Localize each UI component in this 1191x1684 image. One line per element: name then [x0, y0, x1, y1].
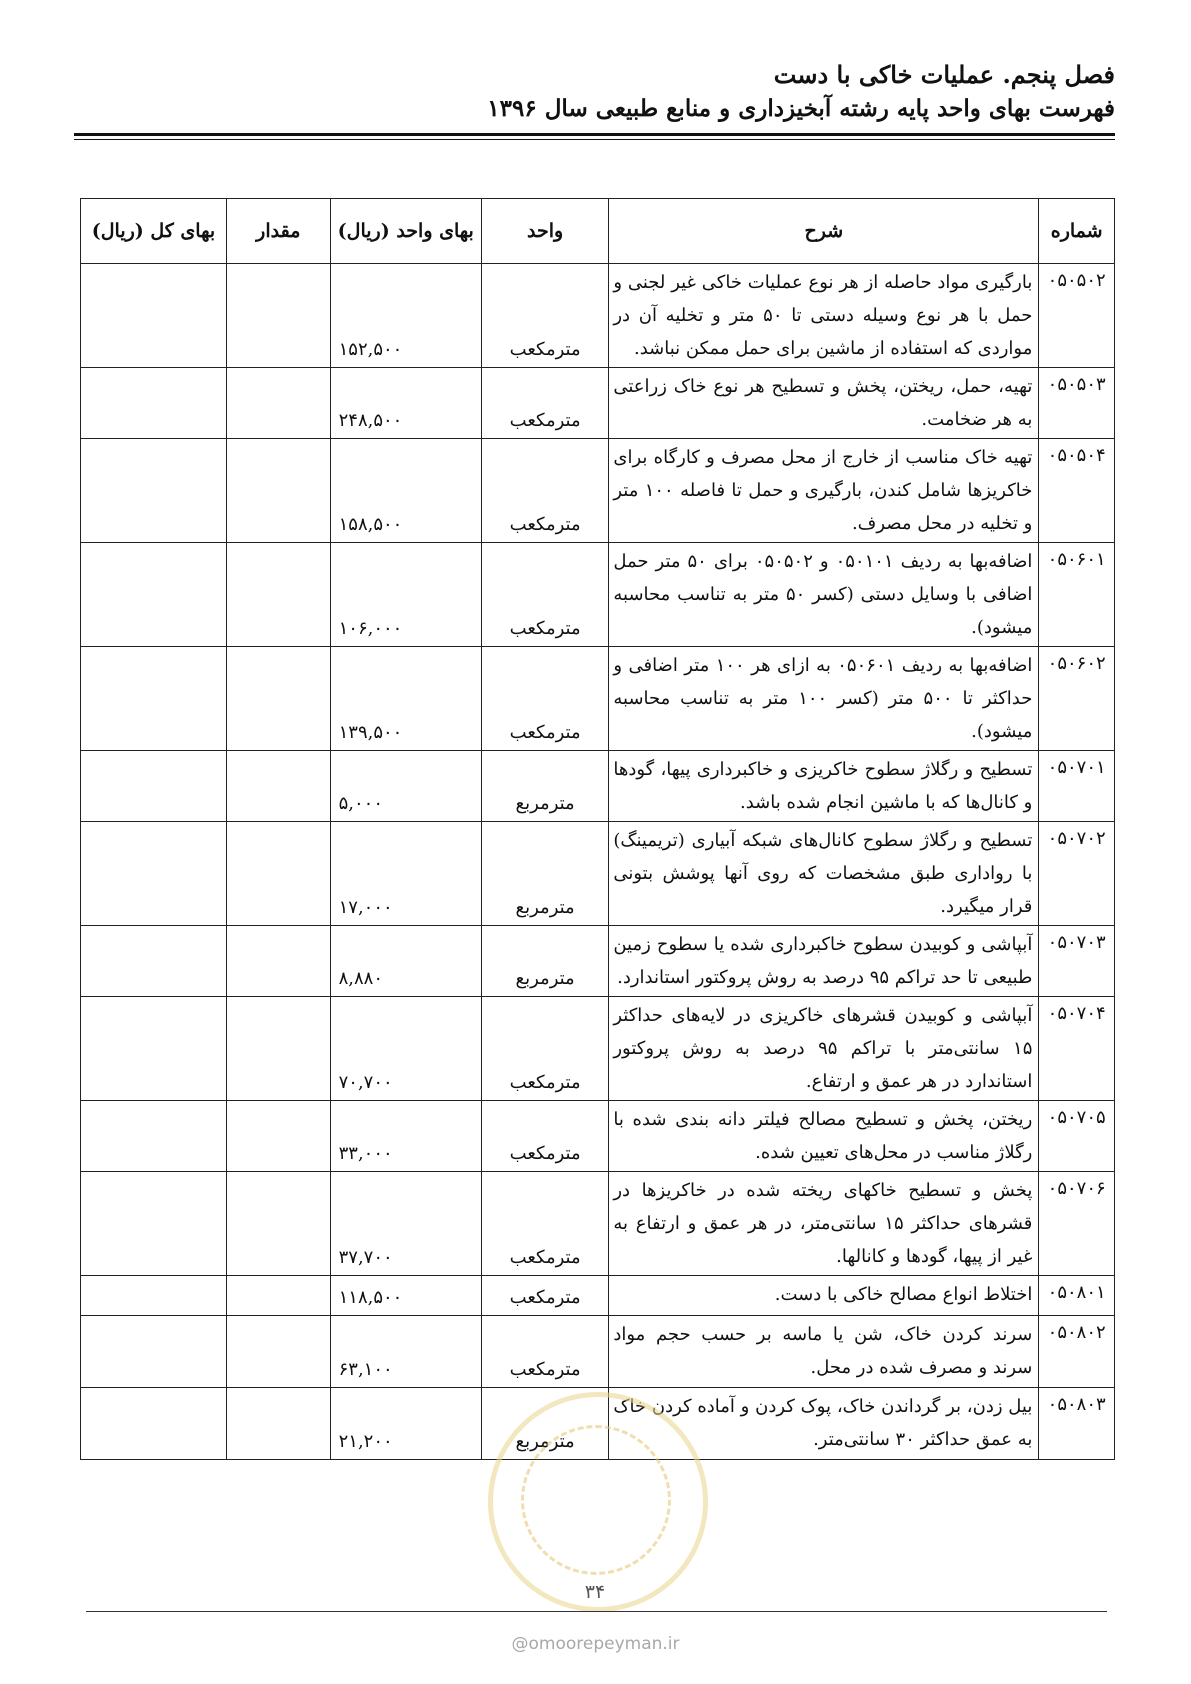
item-unit: مترمربع [481, 822, 608, 926]
item-unit: مترمکعب [481, 439, 608, 543]
item-quantity [226, 751, 330, 822]
item-total-price [81, 751, 227, 822]
table-row [81, 926, 1115, 997]
item-unit: مترمکعب [481, 647, 608, 751]
item-quantity [226, 264, 330, 368]
table-row [81, 751, 1115, 822]
item-unit-price: ۱۰۶,۰۰۰ [330, 543, 481, 647]
item-number: ۰۵۰۵۰۴ [1039, 439, 1115, 543]
item-number: ۰۵۰۵۰۳ [1039, 368, 1115, 439]
item-description: پخش و تسطیح خاکهای ریخته شده در خاکریزها در قشرهای حداکثر ۱۵ سانتی‌متر، در هر عمق و ارتفاع به غیر از پیها، گودها و کانالها. [609, 1172, 1039, 1276]
item-description: تسطیح و رگلاژ سطوح کانال‌های شبکه آبیاری (تریمینگ) با رواداری طبق مشخصات که روی آنها پوشش بتونی قرار میگیرد. [609, 822, 1039, 926]
item-number: ۰۵۰۶۰۱ [1039, 543, 1115, 647]
item-description: سرند کردن خاک، شن یا ماسه بر حسب حجم مواد سرند و مصرف شده در محل. [609, 1316, 1039, 1388]
item-description: آبپاشی و کوبیدن قشرهای خاکریزی در لایه‌های حداکثر ۱۵ سانتی‌متر با تراکم ۹۵ درصد به روش پروکتور استاندارد در هر عمق و ارتفاع. [609, 997, 1039, 1101]
item-quantity [226, 1172, 330, 1276]
item-unit: مترمکعب [481, 1276, 608, 1316]
item-unit-price: ۱۵۸,۵۰۰ [330, 439, 481, 543]
item-number: ۰۵۰۷۰۳ [1039, 926, 1115, 997]
item-number: ۰۵۰۶۰۲ [1039, 647, 1115, 751]
item-number: ۰۵۰۷۰۵ [1039, 1101, 1115, 1172]
footer-rule [86, 1611, 1107, 1612]
item-unit: مترمربع [481, 1388, 608, 1460]
item-unit-price: ۵,۰۰۰ [330, 751, 481, 822]
table-row [81, 439, 1115, 543]
item-description: اضافه‌بها به ردیف ۰۵۰۱۰۱ و ۰۵۰۵۰۲ برای ۵۰ متر حمل اضافی با وسایل دستی (کسر ۵۰ متر به تناسب محاسبه میشود). [609, 543, 1039, 647]
table-body [81, 264, 1115, 1460]
item-unit-price: ۸,۸۸۰ [330, 926, 481, 997]
item-description: تسطیح و رگلاژ سطوح خاکریزی و خاکبرداری پیها، گودها و کانال‌ها که با ماشین انجام شده باشد. [609, 751, 1039, 822]
item-unit-price: ۶۳,۱۰۰ [330, 1316, 481, 1388]
table-row [81, 647, 1115, 751]
item-description: اختلاط انواع مصالح خاکی با دست. [609, 1276, 1039, 1316]
item-unit: مترمکعب [481, 368, 608, 439]
item-total-price [81, 1101, 227, 1172]
item-unit: مترمکعب [481, 264, 608, 368]
column-header-unit: واحد [481, 199, 608, 264]
item-total-price [81, 543, 227, 647]
item-total-price [81, 1172, 227, 1276]
column-header-number: شماره [1039, 199, 1115, 264]
item-unit-price: ۱۷,۰۰۰ [330, 822, 481, 926]
item-unit-price: ۱۳۹,۵۰۰ [330, 647, 481, 751]
item-unit: مترمکعب [481, 1172, 608, 1276]
item-number: ۰۵۰۸۰۲ [1039, 1316, 1115, 1388]
item-total-price [81, 368, 227, 439]
item-unit: مترمربع [481, 926, 608, 997]
item-unit: مترمکعب [481, 1316, 608, 1388]
table-row [81, 1172, 1115, 1276]
table-row [81, 1316, 1115, 1388]
table-row [81, 997, 1115, 1101]
item-quantity [226, 543, 330, 647]
document-subtitle: فهرست بهای واحد پایه رشته آبخیزداری و منابع طبیعی سال ۱۳۹۶ [487, 95, 1115, 122]
item-quantity [226, 1388, 330, 1460]
item-unit-price: ۳۳,۰۰۰ [330, 1101, 481, 1172]
item-total-price [81, 997, 227, 1101]
item-description: بیل زدن، بر گرداندن خاک، پوک کردن و آماده کردن خاک به عمق حداکثر ۳۰ سانتی‌متر. [609, 1388, 1039, 1460]
table-row [81, 822, 1115, 926]
item-description: تهیه، حمل، ریختن، پخش و تسطیح هر نوع خاک زراعتی به هر ضخامت. [609, 368, 1039, 439]
item-number: ۰۵۰۸۰۳ [1039, 1388, 1115, 1460]
item-unit-price: ۲۱,۲۰۰ [330, 1388, 481, 1460]
table-row [81, 543, 1115, 647]
item-description: ریختن، پخش و تسطیح مصالح فیلتر دانه بندی شده با رگلاژ مناسب در محل‌های تعیین شده. [609, 1101, 1039, 1172]
table-row [81, 264, 1115, 368]
footer-credit: @omoorepeyman.ir [511, 1634, 680, 1654]
price-table [80, 198, 1115, 1460]
item-total-price [81, 439, 227, 543]
item-unit: مترمکعب [481, 997, 608, 1101]
table-header-row [81, 199, 1115, 264]
item-number: ۰۵۰۵۰۲ [1039, 264, 1115, 368]
table-row [81, 368, 1115, 439]
item-description: اضافه‌بها به ردیف ۰۵۰۶۰۱ به ازای هر ۱۰۰ متر اضافی و حداکثر تا ۵۰۰ متر (کسر ۱۰۰ متر به تناسب محاسبه میشود). [609, 647, 1039, 751]
table-row [81, 1388, 1115, 1460]
item-total-price [81, 1316, 227, 1388]
column-header-total-price: بهای کل (ریال) [81, 199, 227, 264]
item-unit: مترمربع [481, 751, 608, 822]
table-row [81, 1276, 1115, 1316]
item-total-price [81, 926, 227, 997]
column-header-description: شرح [609, 199, 1039, 264]
header-rule-thin [74, 139, 1115, 140]
item-total-price [81, 822, 227, 926]
item-total-price [81, 647, 227, 751]
item-description: بارگیری مواد حاصله از هر نوع عملیات خاکی غیر لجنی و حمل با هر نوع وسیله دستی تا ۵۰ متر و تخلیه آن در مواردی که استفاده از ماشین برای حمل ممکن نباشد. [609, 264, 1039, 368]
item-unit-price: ۲۴۸,۵۰۰ [330, 368, 481, 439]
item-total-price [81, 264, 227, 368]
item-number: ۰۵۰۷۰۱ [1039, 751, 1115, 822]
page-number: ۳۴ [584, 1581, 606, 1603]
page-header [70, 58, 1115, 126]
item-number: ۰۵۰۷۰۶ [1039, 1172, 1115, 1276]
item-quantity [226, 1276, 330, 1316]
item-quantity [226, 822, 330, 926]
item-unit-price: ۷۰,۷۰۰ [330, 997, 481, 1101]
column-header-quantity: مقدار [226, 199, 330, 264]
item-quantity [226, 1101, 330, 1172]
item-unit: مترمکعب [481, 1101, 608, 1172]
item-quantity [226, 647, 330, 751]
chapter-title: فصل پنجم. عملیات خاکی با دست [773, 60, 1115, 89]
item-description: آبپاشی و کوبیدن سطوح خاکبرداری شده یا سطوح زمین طبیعی تا حد تراکم ۹۵ درصد به روش پروکتور استاندارد. [609, 926, 1039, 997]
header-rule-thick [74, 133, 1115, 136]
item-quantity [226, 1316, 330, 1388]
item-unit-price: ۳۷,۷۰۰ [330, 1172, 481, 1276]
item-unit: مترمکعب [481, 543, 608, 647]
item-quantity [226, 368, 330, 439]
item-total-price [81, 1388, 227, 1460]
item-unit-price: ۱۱۸,۵۰۰ [330, 1276, 481, 1316]
item-total-price [81, 1276, 227, 1316]
item-description: تهیه خاک مناسب از خارج از محل مصرف و کارگاه برای خاکریزها شامل کندن، بارگیری و حمل تا فاصله ۱۰۰ متر و تخلیه در محل مصرف. [609, 439, 1039, 543]
column-header-unit-price: بهای واحد (ریال) [330, 199, 481, 264]
item-quantity [226, 439, 330, 543]
item-number: ۰۵۰۷۰۴ [1039, 997, 1115, 1101]
item-quantity [226, 926, 330, 997]
table-row [81, 1101, 1115, 1172]
item-number: ۰۵۰۷۰۲ [1039, 822, 1115, 926]
item-quantity [226, 997, 330, 1101]
item-unit-price: ۱۵۲,۵۰۰ [330, 264, 481, 368]
item-number: ۰۵۰۸۰۱ [1039, 1276, 1115, 1316]
